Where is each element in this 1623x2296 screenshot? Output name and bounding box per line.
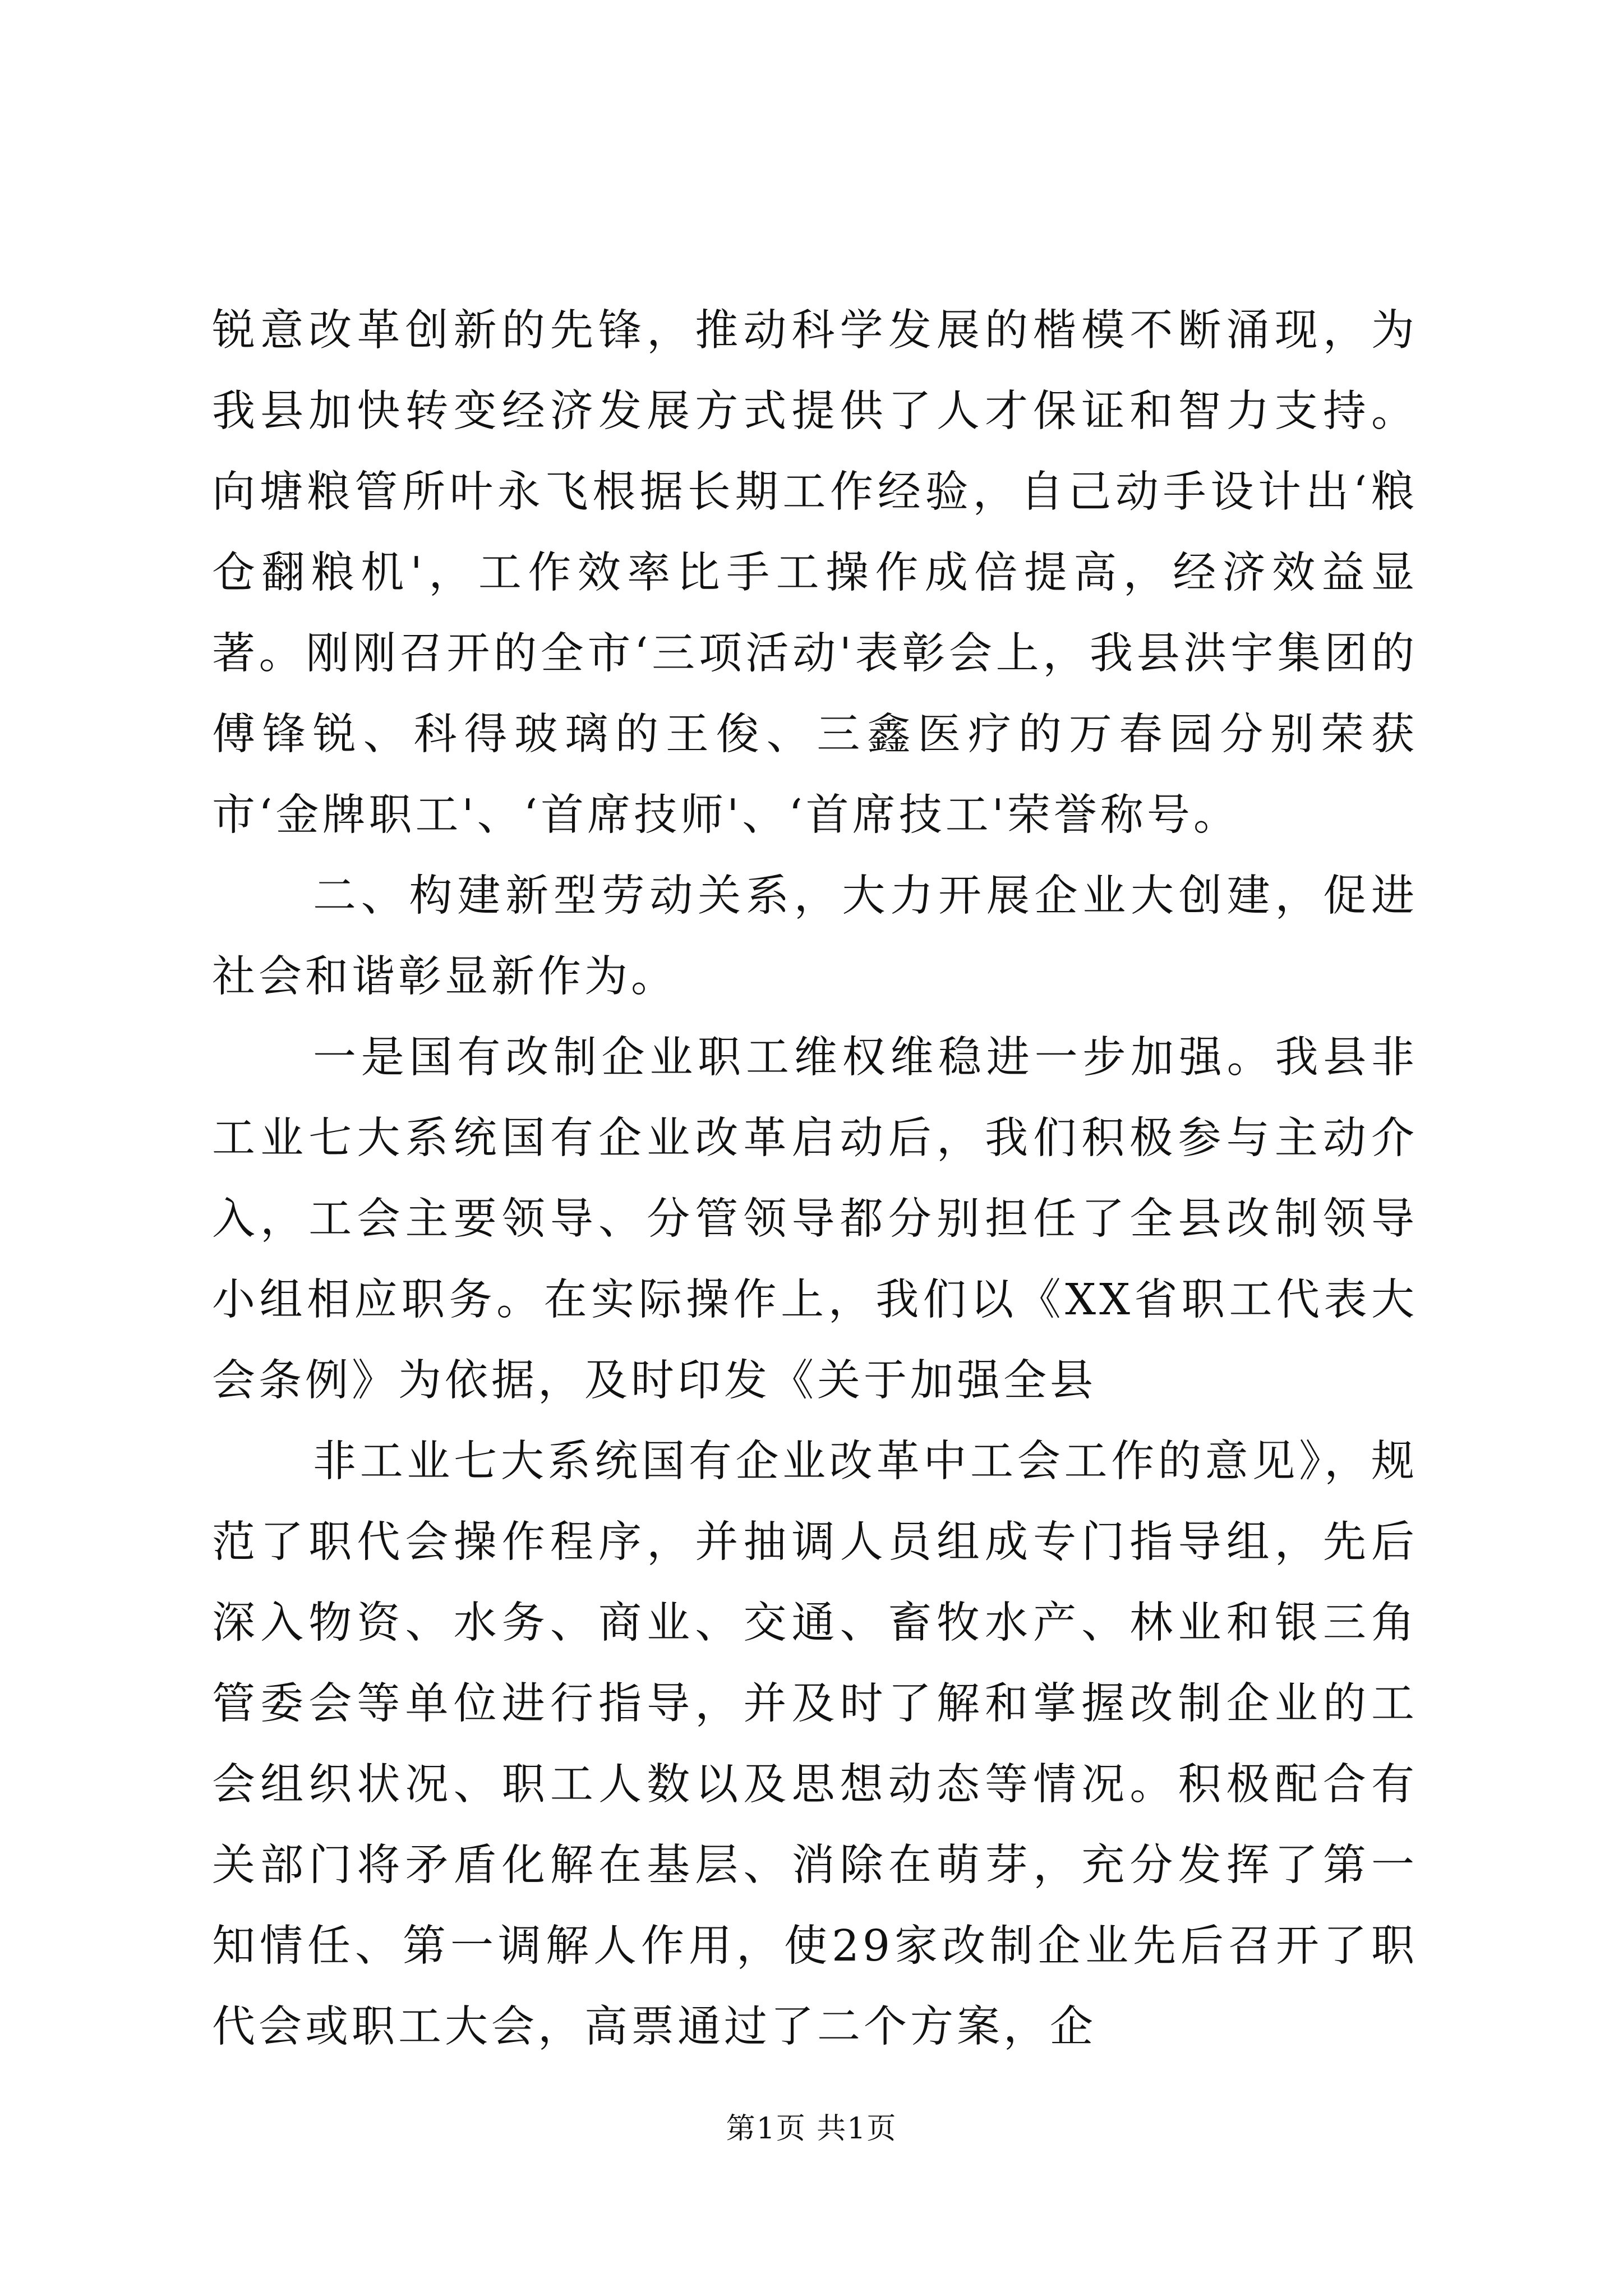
paragraph-4: 非工业七大系统国有企业改革中工会工作的意见》，规范了职代会操作程序，并抽调人员组成专门指导组，先后深入物资、水务、商业、交通、畜牧水产、林业和银三角管委会等单位进行指导，并及时了解和掌握改制企业的工会组织状况、职工人数以及思想动态等情况。积极配合有关部门将矛盾化解在基层、消除在萌芽，充分发挥了第一知情任、第一调解人作用，使29家改制企业先后召开了职代会或职工大会，高票通过了二个方案，企 — [212, 1437, 1418, 2052]
document-body — [212, 291, 1418, 2068]
page-footer: 第1页 共1页 — [726, 2112, 897, 2146]
paragraph-1: 锐意改革创新的先锋，推动科学发展的楷模不断涌现，为我县加快转变经济发展方式提供了人才保证和智力支持。向塘粮管所叶永飞根据长期工作经验，自己动手设计出‘粮仓翻粮机'，工作效率比手工操作成倍提高，经济效益显著。刚刚召开的全市‘三项活动'表彰会上，我县洪宇集团的傅锋锐、科得玻璃的王俊、三鑫医疗的万春园分别荣获市‘金牌职工'、‘首席技师'、‘首席技工'荣誉称号。 — [212, 306, 1418, 840]
paragraph-3: 一是国有改制企业职工维权维稳进一步加强。我县非工业七大系统国有企业改革启动后，我们积极参与主动介入，工会主要领导、分管领导都分别担任了全县改制领导小组相应职务。在实际操作上，我们以《XX省职工代表大会条例》为依据，及时印发《关于加强全县 — [212, 1033, 1418, 1406]
paragraph-2: 二、构建新型劳动关系，大力开展企业大创建，促进社会和谐彰显新作为。 — [212, 871, 1418, 1002]
